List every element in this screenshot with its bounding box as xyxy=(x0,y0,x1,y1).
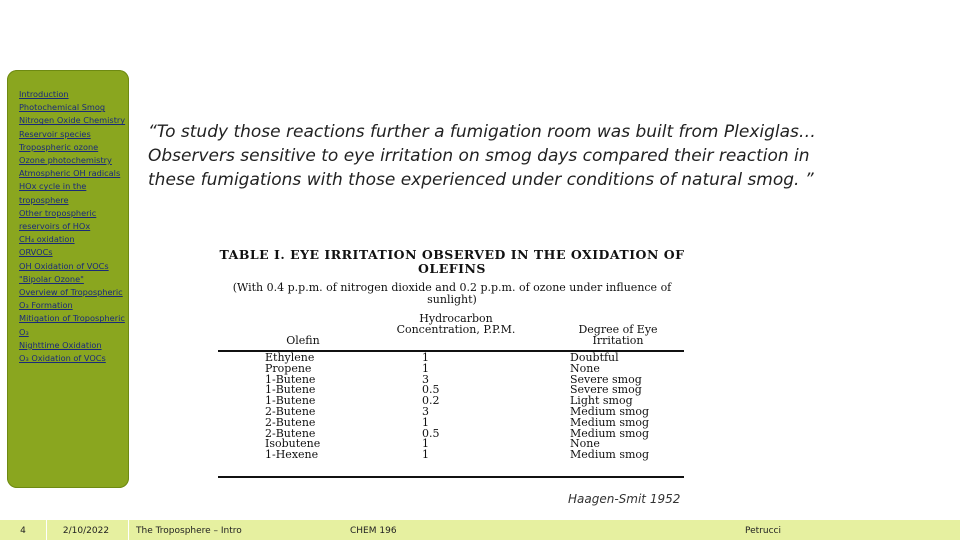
sidebar-link[interactable]: Other tropospheric reservoirs of HOx xyxy=(19,207,97,232)
cell-olefin: Isobutene xyxy=(265,437,321,451)
footer-divider xyxy=(128,520,129,540)
sidebar-link[interactable]: O₃ Oxidation of VOCs xyxy=(19,353,106,364)
cell-olefin: 2-Butene xyxy=(265,404,316,418)
slide-number: 4 xyxy=(20,526,26,536)
cell-olefin: 2-Butene xyxy=(265,426,316,440)
quote-text: “To study those reactions further a fumigation room was built from Plexiglas…Observers sensitive to eye irritation on smog days compared their reaction in these fumigations with those experienced under conditions of natural smog. ” xyxy=(148,122,816,190)
footer-course: CHEM 196 xyxy=(350,526,397,536)
cell-ppm: 1 xyxy=(422,415,429,429)
cell-ppm: 3 xyxy=(422,404,429,418)
sidebar-link[interactable]: Atmospheric OH radicals xyxy=(19,168,121,179)
table-title xyxy=(218,248,686,276)
cell-irritation: Doubtful xyxy=(570,351,619,364)
footer-author: Petrucci xyxy=(745,526,781,536)
footer-bar xyxy=(0,520,960,540)
cell-olefin: Propene xyxy=(265,361,312,375)
cell-ppm: 0.2 xyxy=(422,394,440,408)
cell-olefin: 1-Butene xyxy=(265,383,316,397)
cell-irritation: Medium smog xyxy=(570,404,650,418)
sidebar-link[interactable]: HOx cycle in the troposphere xyxy=(19,181,87,205)
sidebar-nav-list xyxy=(19,88,127,365)
cell-irritation: None xyxy=(570,361,600,375)
cell-ppm: 1 xyxy=(422,437,429,451)
sidebar-link[interactable]: ORVOCs xyxy=(19,247,53,258)
sidebar-link[interactable]: Overview of Tropospheric O₃ Formation xyxy=(19,287,123,311)
sidebar-link[interactable]: CH₄ oxidation xyxy=(19,234,75,245)
table-rule-bottom xyxy=(218,476,684,478)
table-title-line2: OLEFINS xyxy=(418,261,486,276)
cell-irritation: None xyxy=(570,437,600,451)
cell-olefin: 1-Butene xyxy=(265,372,316,386)
cell-olefin: Ethylene xyxy=(265,351,315,364)
header-olefin: Olefin xyxy=(286,334,320,347)
header-irritation: Degree of Eye Irritation xyxy=(578,323,658,347)
sidebar-link[interactable]: Nighttime Oxidation xyxy=(19,339,102,350)
sidebar-link[interactable]: Mitigation of Tropospheric O₃ xyxy=(19,313,125,337)
cell-irritation: Light smog xyxy=(570,394,633,408)
sidebar-link[interactable]: Photochemical Smog xyxy=(19,102,106,113)
table-title-line1: TABLE I. EYE IRRITATION OBSERVED IN THE OXIDATION OF xyxy=(219,247,685,262)
footer-title: The Troposphere – Intro xyxy=(130,520,346,540)
sidebar-link[interactable]: Reservoir species xyxy=(19,128,91,139)
cell-irritation: Medium smog xyxy=(570,415,650,429)
credit-text: Haagen-Smit 1952 xyxy=(568,492,681,506)
cell-ppm: 0.5 xyxy=(422,383,440,397)
cell-olefin: 1-Hexene xyxy=(265,448,319,462)
footer-date: 2/10/2022 xyxy=(62,526,110,536)
cell-olefin: 1-Butene xyxy=(265,394,316,408)
sidebar-link[interactable]: "Bipolar Ozone" xyxy=(19,273,84,284)
cell-ppm: 0.5 xyxy=(422,426,440,440)
cell-ppm: 3 xyxy=(422,372,429,386)
cell-ppm: 1 xyxy=(422,361,429,375)
eye-irritation-table xyxy=(218,230,686,484)
cell-irritation: Medium smog xyxy=(570,448,650,462)
cell-olefin: 2-Butene xyxy=(265,415,316,429)
sidebar-link[interactable]: Nitrogen Oxide Chemistry xyxy=(19,115,126,126)
sidebar-nav-panel xyxy=(7,70,129,488)
cell-ppm: 1 xyxy=(422,448,429,462)
cell-irritation: Severe smog xyxy=(570,383,642,397)
header-concentration: Hydrocarbon Concentration, P.P.M. xyxy=(396,312,516,336)
cell-ppm: 1 xyxy=(422,351,429,364)
sidebar-link[interactable]: OH Oxidation of VOCs xyxy=(19,260,109,271)
cell-irritation: Severe smog xyxy=(570,372,642,386)
cell-irritation: Medium smog xyxy=(570,426,650,440)
table-subtitle: (With 0.4 p.p.m. of nitrogen dioxide and 0.2 p.p.m. of ozone under influence of sunlight) xyxy=(232,281,672,306)
sidebar-link[interactable]: Ozone photochemistry xyxy=(19,155,112,166)
sidebar-link[interactable]: Introduction xyxy=(19,89,69,99)
column-ppm xyxy=(422,353,482,461)
column-olefin xyxy=(265,353,365,461)
column-irritation xyxy=(570,353,680,461)
sidebar-link[interactable]: Tropospheric ozone xyxy=(19,141,99,152)
